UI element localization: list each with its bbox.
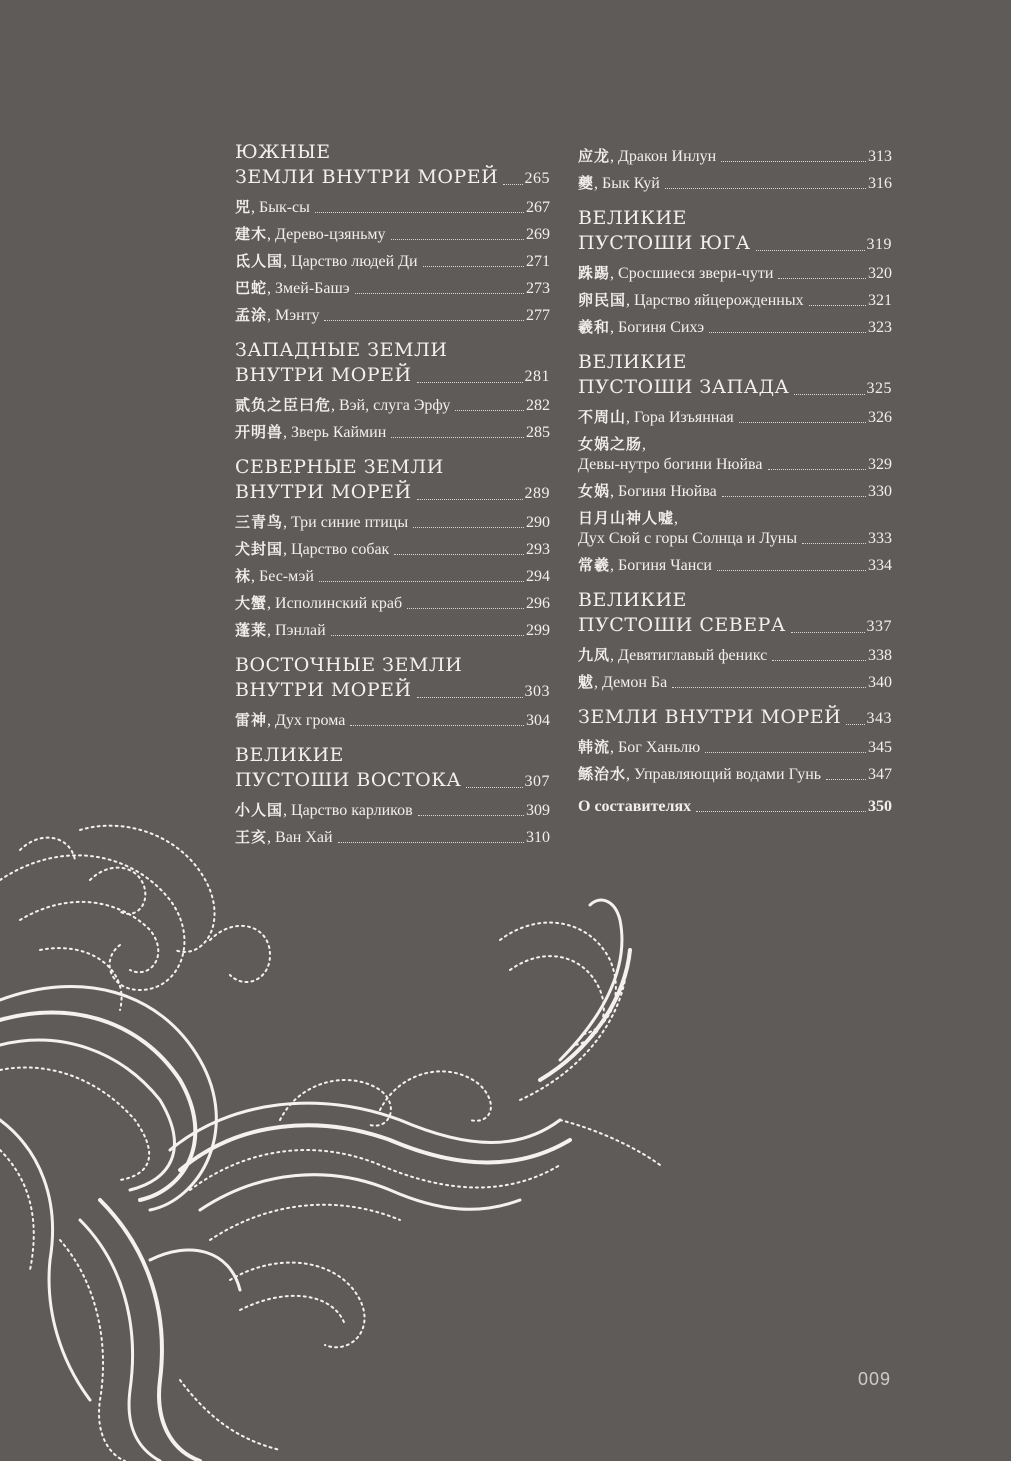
entry-chinese: 魃 [578,673,595,691]
toc-section [235,140,550,326]
page-ref: 304 [526,712,550,729]
section-heading[interactable] [578,206,892,257]
toc-entry[interactable]: 建木, Дерево-цзяньму 269 [235,225,550,243]
toc-entry[interactable]: 魃, Демон Ба 340 [578,673,892,691]
entry-chinese: 女娲之肠 [578,435,643,453]
dot-leader [455,409,524,411]
dot-leader [721,160,866,162]
section-heading[interactable] [578,588,892,639]
page-ref: 309 [526,802,550,819]
heading-line: ВНУТРИ МОРЕЙ [235,481,412,503]
entry-chinese: 日月山神人嘘 [578,509,675,527]
entry-chinese: 不周山 [578,408,627,426]
entry-title: Богиня Чанси [618,557,712,574]
entry-title: О составителях [578,798,692,815]
page-ref: 350 [868,798,892,815]
heading-line: ЗЕМЛИ ВНУТРИ МОРЕЙ [578,706,842,728]
page-ref: 316 [868,175,892,192]
toc-entry[interactable]: 孟涂, Мэнту 277 [235,306,550,324]
entry-chinese: 巴蛇 [235,279,268,297]
page-ref: 289 [524,485,550,502]
page-ref: 313 [868,148,892,165]
section-heading[interactable] [235,653,550,704]
heading-line: ВЕЛИКИЕ [578,207,687,229]
entry-chinese: 跦踢 [578,264,611,282]
toc-entry[interactable]: 常羲, Богиня Чанси 334 [578,556,892,574]
entry-chinese: 卵民国 [578,291,627,309]
dot-leader [355,292,524,294]
toc-entry[interactable]: 九凤, Девятиглавый феникс 338 [578,646,892,664]
dot-leader [315,211,524,213]
dot-leader [503,183,522,185]
page-ref: 273 [526,280,550,297]
dot-leader [809,304,866,306]
toc-entry[interactable]: 王亥, Ван Хай 310 [235,828,550,846]
heading-line: ВНУТРИ МОРЕЙ [235,364,412,386]
entry-title: Царство карликов [291,802,413,819]
entry-title: Бык-сы [259,199,310,216]
entry-title: Исполинский краб [275,595,403,612]
entry-title: Три синие птицы [291,514,409,531]
dot-leader [772,659,866,661]
toc-section [578,350,892,576]
page-ref: 347 [868,766,892,783]
page-ref: 340 [868,674,892,691]
entry-title: Ван Хай [275,829,333,846]
toc-entry[interactable]: 蓬莱, Пэнлай 299 [235,621,550,639]
toc-entry[interactable]: 卵民国, Царство яйцерожденных 321 [578,291,892,309]
toc-entry[interactable]: 韩流, Бог Ханьлю 345 [578,738,892,756]
heading-line: ЗАПАДНЫЕ ЗЕМЛИ [235,339,448,361]
page-ref: 269 [526,226,550,243]
dot-leader [319,580,524,582]
page-ref: 265 [524,170,550,187]
toc-entry[interactable]: 羲和, Богиня Сихэ 323 [578,318,892,336]
entry-title: Дерево-цзяньму [275,226,386,243]
page-ref: 303 [524,683,550,700]
page-ref: 277 [526,307,550,324]
wave-illustration-icon [0,820,700,1461]
page-ref: 329 [868,456,892,473]
section-heading[interactable] [578,350,892,401]
dot-leader [778,277,866,279]
toc-section [578,206,892,338]
toc-entry[interactable]: 跦踢, Сросшиеся звери-чути 320 [578,264,892,282]
heading-line: ЮЖНЫЕ [235,141,331,163]
page-ref: 323 [868,319,892,336]
entry-chinese: 氐人国 [235,252,284,270]
dot-leader [423,265,524,267]
dot-leader [324,319,524,321]
entry-chinese: 开明兽 [235,423,284,441]
page-ref: 338 [868,647,892,664]
page-ref: 320 [868,265,892,282]
dot-leader [717,569,866,571]
entry-chinese: 王亥 [235,828,268,846]
entry-title: Царство людей Ди [291,253,418,270]
toc-entry[interactable]: 氐人国, Царство людей Ди 271 [235,252,550,270]
entry-title: Бог Ханьлю [618,739,701,756]
page-ref: 267 [526,199,550,216]
heading-line: ЗЕМЛИ ВНУТРИ МОРЕЙ [235,166,499,188]
dot-leader [672,686,866,688]
dot-leader [791,631,865,633]
entry-title: Девы-нутро богини Нюйва [578,456,763,473]
page-ref: 337 [866,618,892,635]
entry-title: Бык Куй [602,175,660,192]
heading-line: ВЕЛИКИЕ [578,351,687,373]
toc-entry[interactable]: 巴蛇, Змей-Башэ 273 [235,279,550,297]
toc-entry[interactable]: 应龙, Дракон Инлун 313 [578,147,892,165]
entry-chinese: 兕 [235,198,252,216]
heading-line: ПУСТОШИ ВОСТОКА [235,769,462,791]
toc-entry[interactable]: 开明兽, Зверь Каймин 285 [235,423,550,441]
dot-leader [407,607,524,609]
page-ref: 319 [866,236,892,253]
heading-line: ПУСТОШИ ЗАПАДА [578,376,790,398]
entry-title: Вэй, слуга Эрфу [339,397,451,414]
page-ref: 285 [526,424,550,441]
dot-leader [665,187,866,189]
dot-leader [418,814,524,816]
page-ref: 325 [866,380,892,397]
toc-entry[interactable]: 犬封国, Царство собак 293 [235,540,550,558]
page-number: 009 [858,1369,892,1389]
page-ref: 345 [868,739,892,756]
entry-title: Зверь Каймин [291,424,387,441]
page-ref: 296 [526,595,550,612]
toc-entry[interactable]: 雷神, Дух грома 304 [235,711,550,729]
entry-chinese: 犬封国 [235,540,284,558]
section-heading[interactable] [235,743,550,794]
heading-line: ВНУТРИ МОРЕЙ [235,679,412,701]
entry-chinese: 女娲 [578,482,611,500]
dot-leader [394,553,524,555]
toc-section [578,797,892,817]
section-heading[interactable] [578,705,892,731]
entry-title: Девятиглавый феникс [618,647,768,664]
toc-entry[interactable]: 鲧治水, Управляющий водами Гунь 347 [578,765,892,783]
page-ref: 333 [868,530,892,547]
section-heading[interactable] [235,140,550,191]
toc-left-column [235,140,550,860]
toc-entry[interactable]: 女娲之肠, Девы-нутро богини Нюйва 329 [578,435,892,473]
entry-title: Царство яйцерожденных [634,292,804,309]
dot-leader [350,724,524,726]
dot-leader [709,331,866,333]
page-ref: 294 [526,568,550,585]
entry-chinese: 小人国 [235,801,284,819]
entry-title: Мэнту [275,307,320,324]
dot-leader [466,786,522,788]
entry-chinese: 孟涂 [235,306,268,324]
dot-leader [826,778,866,780]
entry-title: Богиня Сихэ [618,319,705,336]
entry-title: Бес-мэй [259,568,314,585]
entry-chinese: 蓬莱 [235,621,268,639]
page-ref: 310 [526,829,550,846]
dot-leader [722,495,866,497]
page-ref: 334 [868,557,892,574]
toc-entry[interactable]: 小人国, Царство карликов 309 [235,801,550,819]
toc-entry[interactable]: 贰负之臣曰危, Вэй, слуга Эрфу 282 [235,396,550,414]
dot-leader [846,723,864,725]
page-ref: 281 [524,368,550,385]
entry-chinese: 九凤 [578,646,611,664]
dot-leader [739,421,866,423]
dot-leader [391,238,524,240]
page-ref: 282 [526,397,550,414]
toc-entry[interactable]: 大蟹, Исполинский краб 296 [235,594,550,612]
toc-entry[interactable]: 女娲, Богиня Нюйва 330 [578,482,892,500]
page-ref: 299 [526,622,550,639]
dot-leader [756,249,865,251]
dot-leader [794,393,864,395]
entry-chinese: 韩流 [578,738,611,756]
page-ref: 330 [868,483,892,500]
entry-title: Пэнлай [275,622,326,639]
toc-section [235,455,550,641]
page-ref: 293 [526,541,550,558]
entry-chinese: 袜 [235,567,252,585]
dot-leader [417,498,523,500]
section-heading[interactable] [235,338,550,389]
heading-line: СЕВЕРНЫЕ ЗЕМЛИ [235,456,444,478]
entry-chinese: 羲和 [578,318,611,336]
page-ref: 326 [868,409,892,426]
entry-title: Богиня Нюйва [618,483,717,500]
page-ref: 307 [524,773,550,790]
toc-entry[interactable]: 三青鸟, Три синие птицы 290 [235,513,550,531]
entry-chinese: 建木 [235,225,268,243]
toc-section [235,338,550,443]
heading-line: ВЕЛИКИЕ [235,744,344,766]
heading-line: ВЕЛИКИЕ [578,589,687,611]
entry-title: Змей-Башэ [275,280,350,297]
entry-title: Царство собак [291,541,390,558]
entry-title: Гора Изъянная [634,409,734,426]
toc-entry[interactable]: 夔, Бык Куй 316 [578,174,892,192]
section-heading[interactable] [235,455,550,506]
entry-chinese: 夔 [578,174,595,192]
dot-leader [417,381,523,383]
heading-line: ПУСТОШИ СЕВЕРА [578,614,786,636]
dot-leader [331,634,524,636]
entry-chinese: 大蟹 [235,594,268,612]
entry-chinese: 常羲 [578,556,611,574]
toc-section [578,146,892,194]
heading-line: ВОСТОЧНЫЕ ЗЕМЛИ [235,654,463,676]
dot-leader [391,436,524,438]
dot-leader [705,751,866,753]
dot-leader [696,810,866,812]
dot-leader [413,526,524,528]
page-ref: 271 [526,253,550,270]
entry-chinese: 雷神 [235,711,268,729]
dot-leader [802,542,866,544]
toc-entry[interactable]: 袜, Бес-мэй 294 [235,567,550,585]
dot-leader [417,696,523,698]
entry-title: Дух Сюй с горы Солнца и Луны [578,530,798,547]
toc-entry[interactable] [578,797,892,817]
toc-right-column [578,140,892,829]
entry-chinese: 三青鸟 [235,513,284,531]
entry-title: Сросшиеся звери-чути [618,265,774,282]
page-ref: 343 [866,710,892,727]
entry-title: Дракон Инлун [618,148,717,165]
page-ref: 290 [526,514,550,531]
entry-chinese: 应龙 [578,147,611,165]
entry-title: Управляющий водами Гунь [634,766,822,783]
toc-entry[interactable]: 兕, Бык-сы 267 [235,198,550,216]
page-ref: 321 [868,292,892,309]
entry-chinese: 贰负之臣曰危 [235,396,332,414]
toc-section [578,588,892,693]
toc-section [578,705,892,785]
dot-leader [768,468,867,470]
toc-section [235,653,550,731]
entry-title: Дух грома [275,712,346,729]
heading-line: ПУСТОШИ ЮГА [578,232,751,254]
toc-entry[interactable]: 不周山, Гора Изъянная 326 [578,408,892,426]
entry-chinese: 鲧治水 [578,765,627,783]
toc-entry[interactable]: 日月山神人嘘, Дух Сюй с горы Солнца и Луны 333 [578,509,892,547]
entry-title: Демон Ба [602,674,668,691]
